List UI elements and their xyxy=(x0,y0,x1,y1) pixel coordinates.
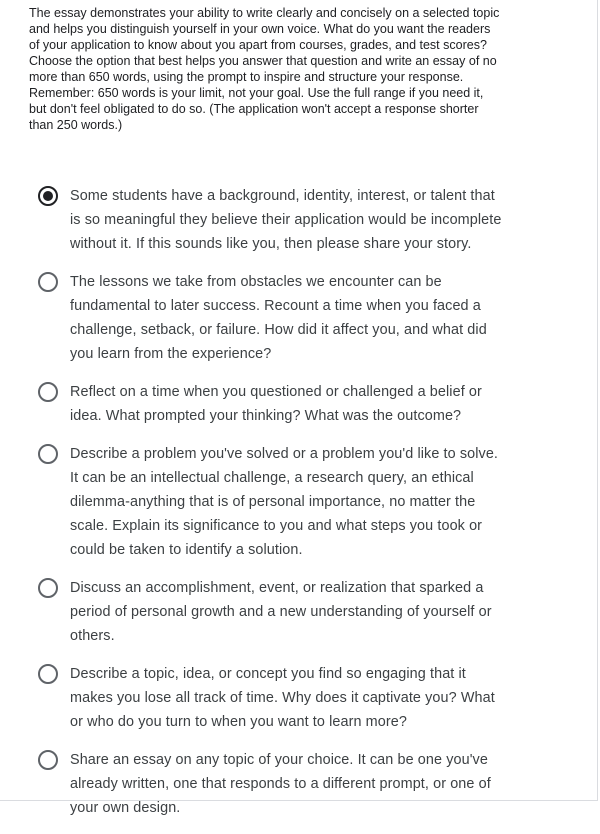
prompt-option-5[interactable] xyxy=(38,576,558,648)
option-label[interactable]: Describe a topic, idea, or concept you find so engaging that it makes you lose all track of time. Why does it captivate you? What or who do you turn to when you want to learn more? xyxy=(70,666,495,730)
essay-prompt-radio-group xyxy=(38,184,558,834)
prompt-option-7[interactable] xyxy=(38,748,558,820)
option-label[interactable]: Describe a problem you've solved or a problem you'd like to solve. It can be an intellectual challenge, a research query, an ethical dilemma-anything that is of personal importance, no matter the scale. Explain its significance to you and what steps you took or could be taken to identify a solution. xyxy=(70,446,499,558)
prompt-option-6[interactable] xyxy=(38,662,558,734)
option-label[interactable]: The lessons we take from obstacles we encounter can be fundamental to later success. Recount a time when you faced a challenge, setback, or failure. How did it affect you, and what did you learn from the experience? xyxy=(70,274,487,362)
option-label[interactable]: Discuss an accomplishment, event, or realization that sparked a period of personal growth and a new understanding of yourself or others. xyxy=(70,580,492,644)
radio-button-icon[interactable] xyxy=(38,272,58,292)
radio-button-icon[interactable] xyxy=(38,578,58,598)
prompt-option-4[interactable] xyxy=(38,442,558,562)
option-label[interactable]: Some students have a background, identity, interest, or talent that is so meaningful they believe their application would be incomplete without it. If this sounds like you, then please share your story. xyxy=(70,188,502,252)
option-label[interactable]: Share an essay on any topic of your choice. It can be one you've already written, one that responds to a different prompt, or one of your own design. xyxy=(70,752,491,816)
radio-button-icon[interactable] xyxy=(38,664,58,684)
radio-button-icon[interactable] xyxy=(38,382,58,402)
radio-button-icon[interactable] xyxy=(38,750,58,770)
prompt-option-2[interactable] xyxy=(38,270,558,366)
question-instructions: The essay demonstrates your ability to write clearly and concisely on a selected topic and helps you distinguish yourself in your own voice. What do you want the readers of your application to know about you apart from courses, grades, and test scores? Choose the option that best helps you answer that question and write an essay of no more than 650 words, using the prompt to inspire and structure your response. Remember: 650 words is your limit, not your goal. Use the full range if you need it, but don't feel obligated to do so. (The application won't accept a response shorter than 250 words.) xyxy=(29,6,500,132)
prompt-option-3[interactable] xyxy=(38,380,558,428)
radio-button-icon[interactable] xyxy=(38,186,58,206)
radio-button-icon[interactable] xyxy=(38,444,58,464)
option-label[interactable]: Reflect on a time when you questioned or challenged a belief or idea. What prompted your thinking? What was the outcome? xyxy=(70,384,482,424)
prompt-option-1[interactable] xyxy=(38,184,558,256)
radio-selected-dot xyxy=(43,191,53,201)
